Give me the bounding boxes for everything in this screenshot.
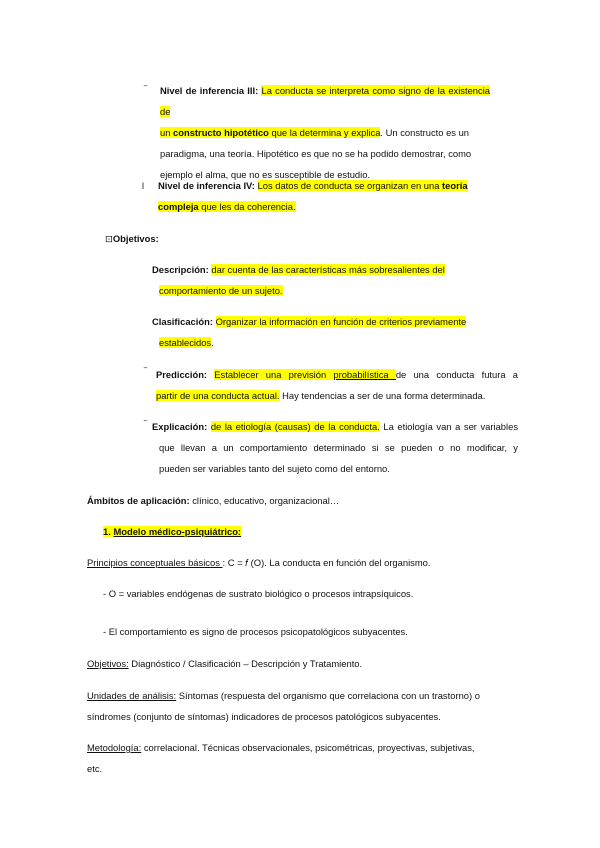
highlight-desc-1: dar cuenta de las características más sobresalientes del <box>211 264 445 275</box>
list-item-comportamiento: - El comportamiento es signo de procesos psicopatológicos subyacentes. <box>103 626 408 637</box>
text-unidades-2: síndromes (conjunto de síntomas) indicadores de procesos patológicos subyacentes. <box>87 711 441 722</box>
highlight-modelo <box>103 526 241 537</box>
explicacion-line1 <box>152 416 518 437</box>
label-unidades: Unidades de análisis: <box>87 690 177 701</box>
objetivo-clasificacion <box>152 311 502 353</box>
highlight-desc-2: comportamiento de un sujeto. <box>159 285 283 296</box>
highlight-etiologia: de la etiología (causas) de la conducta. <box>210 421 380 432</box>
objetivos-heading <box>105 228 159 249</box>
highlight-n4-2b: que les da coherencia. <box>198 201 296 212</box>
text-ambitos: clínico, educativo, organizacional… <box>189 495 340 506</box>
text-pred-rest2: Hay tendencias a ser de una forma determinada. <box>279 390 486 401</box>
highlight-probabilistica: probabilística <box>333 369 396 380</box>
dash-bullet-icon: ‾ <box>144 367 147 377</box>
dash-bullet-icon: ‾ <box>144 420 147 430</box>
highlight-clas-1: Organizar la información en función de criterios previamente <box>215 316 467 327</box>
label-descripcion: Descripción: <box>152 264 209 275</box>
text-pred-rest1: de una conducta futura a <box>395 369 518 380</box>
label-prediccion: Predicción: <box>156 369 208 380</box>
metodologia <box>87 737 517 779</box>
text-expl-line3: pueden ser variables tanto del sujeto como del entorno. <box>159 463 390 474</box>
objetivo-prediccion <box>156 364 518 406</box>
label-principios: Principios conceptuales básicos <box>87 557 223 568</box>
label-ambitos: Ámbitos de aplicación: <box>87 495 190 506</box>
list-item-variables: - O = variables endógenas de sustrato biológico o procesos intrapsíquicos. <box>103 588 414 599</box>
highlight-n4-1a: Los datos de conducta se organizan en una <box>257 180 443 191</box>
label-objetivos-modelo: Objetivos: <box>87 658 129 669</box>
highlight-clas-2: establecidos <box>159 337 212 348</box>
highlight-compleja: compleja <box>158 201 199 212</box>
text-metodologia-1: correlacional. Técnicas observacionales, psicométricas, proyectivas, subjetivas, <box>141 742 475 753</box>
nivel-inferencia-iv <box>158 175 498 217</box>
highlight-n3-1: La conducta se interpreta como signo de la existencia de <box>160 85 491 117</box>
text-n3-line2: paradigma, una teoría. Hipotético es que no se ha podido demostrar, como <box>160 148 472 159</box>
text-n3-rest1: . Un constructo es un <box>380 127 470 138</box>
l-bullet-icon: l <box>142 181 144 191</box>
prediccion-line2 <box>156 385 518 406</box>
text-clas-tail: . <box>211 337 214 348</box>
highlight-pred-2: partir de una conducta actual. <box>156 390 280 401</box>
principios-conceptuales <box>87 552 430 573</box>
objetivos-modelo <box>87 653 362 674</box>
text-objetivos-modelo: Diagnóstico / Clasificación – Descripción y Tratamiento. <box>128 658 363 669</box>
objetivo-descripcion <box>152 259 502 301</box>
objetivo-explicacion <box>152 416 518 479</box>
highlight-n3-2a: un <box>160 127 174 138</box>
objetivos-label: Objetivos: <box>112 233 159 244</box>
label-metodologia: Metodología: <box>87 742 142 753</box>
highlight-pred-1a: Establecer una previsión <box>214 369 334 380</box>
highlight-n3-2c: que la determina y explica <box>268 127 381 138</box>
ambitos-aplicacion <box>87 490 339 511</box>
label-nivel-iii: Nivel de inferencia III: <box>160 85 259 96</box>
prediccion-line1 <box>156 364 518 385</box>
text-principios: : C = 𝑓 (O). La conducta en función del organismo. <box>222 557 431 568</box>
text-n3-line3: ejemplo el alma, que no es susceptible de estudio. <box>160 169 371 180</box>
modelo-title: Modelo médico-psiquiátrico: <box>113 526 242 537</box>
modelo-number: 1. <box>103 526 114 537</box>
label-nivel-iv: Nivel de inferencia IV: <box>158 180 255 191</box>
label-explicacion: Explicación: <box>152 421 208 432</box>
text-unidades-1: Síntomas (respuesta del organismo que correlaciona con un trastorno) o <box>176 690 480 701</box>
text-expl-line2: que llevan a un comportamiento determinado si se pueden o no modificar, y <box>159 442 518 453</box>
text-expl-rest1: La etiología van a ser variables <box>379 421 519 432</box>
dash-bullet-icon: ‾ <box>144 85 147 95</box>
checkbox-icon: ⊡ <box>105 233 113 244</box>
text-metodologia-2: etc. <box>87 763 103 774</box>
label-clasificacion: Clasificación: <box>152 316 213 327</box>
highlight-constructo: constructo hipotético <box>173 127 269 138</box>
section-heading-modelo <box>103 521 241 542</box>
unidades-analisis <box>87 685 507 727</box>
nivel-inferencia-iii <box>160 80 490 185</box>
highlight-teoria: teoría <box>442 180 468 191</box>
